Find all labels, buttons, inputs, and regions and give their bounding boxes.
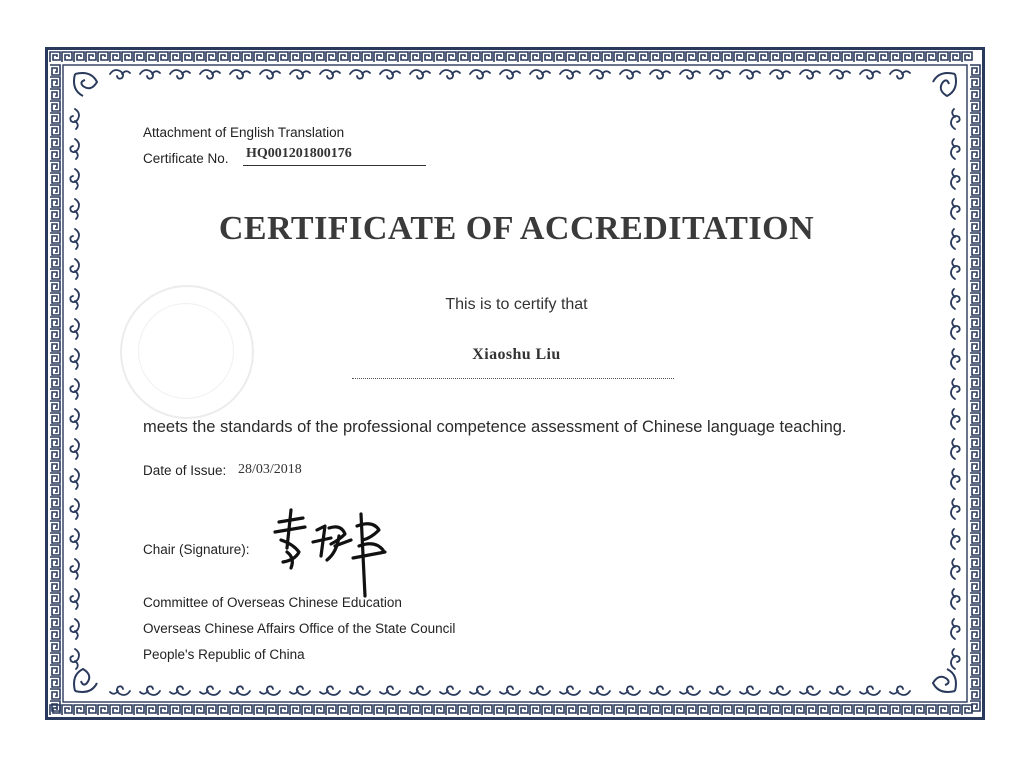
- certify-that-text: This is to certify that: [445, 296, 588, 313]
- date-of-issue-value: 28/03/2018: [238, 462, 302, 477]
- accreditation-statement: meets the standards of the professional competence assessment of Chinese language teaching.: [143, 418, 847, 436]
- issuer-line-2: Overseas Chinese Affairs Office of the State Council: [143, 621, 456, 636]
- certificate-title: CERTIFICATE OF ACCREDITATION: [218, 210, 815, 247]
- holder-name: Xiaoshu Liu: [472, 346, 561, 363]
- date-of-issue-label: Date of Issue:: [143, 463, 227, 478]
- attachment-label: Attachment of English Translation: [143, 125, 345, 140]
- certificate-no-label: Certificate No.: [143, 151, 229, 166]
- issuer-line-3: People's Republic of China: [143, 647, 305, 662]
- issuer-line-1: Committee of Overseas Chinese Education: [143, 595, 402, 610]
- chair-signature-label: Chair (Signature):: [143, 542, 250, 557]
- holder-name-dotted-line: [352, 378, 674, 379]
- certificate-no-underline: [243, 165, 426, 166]
- certificate-no-value: HQ001201800176: [246, 146, 352, 161]
- handwritten-signature-icon: [265, 500, 405, 600]
